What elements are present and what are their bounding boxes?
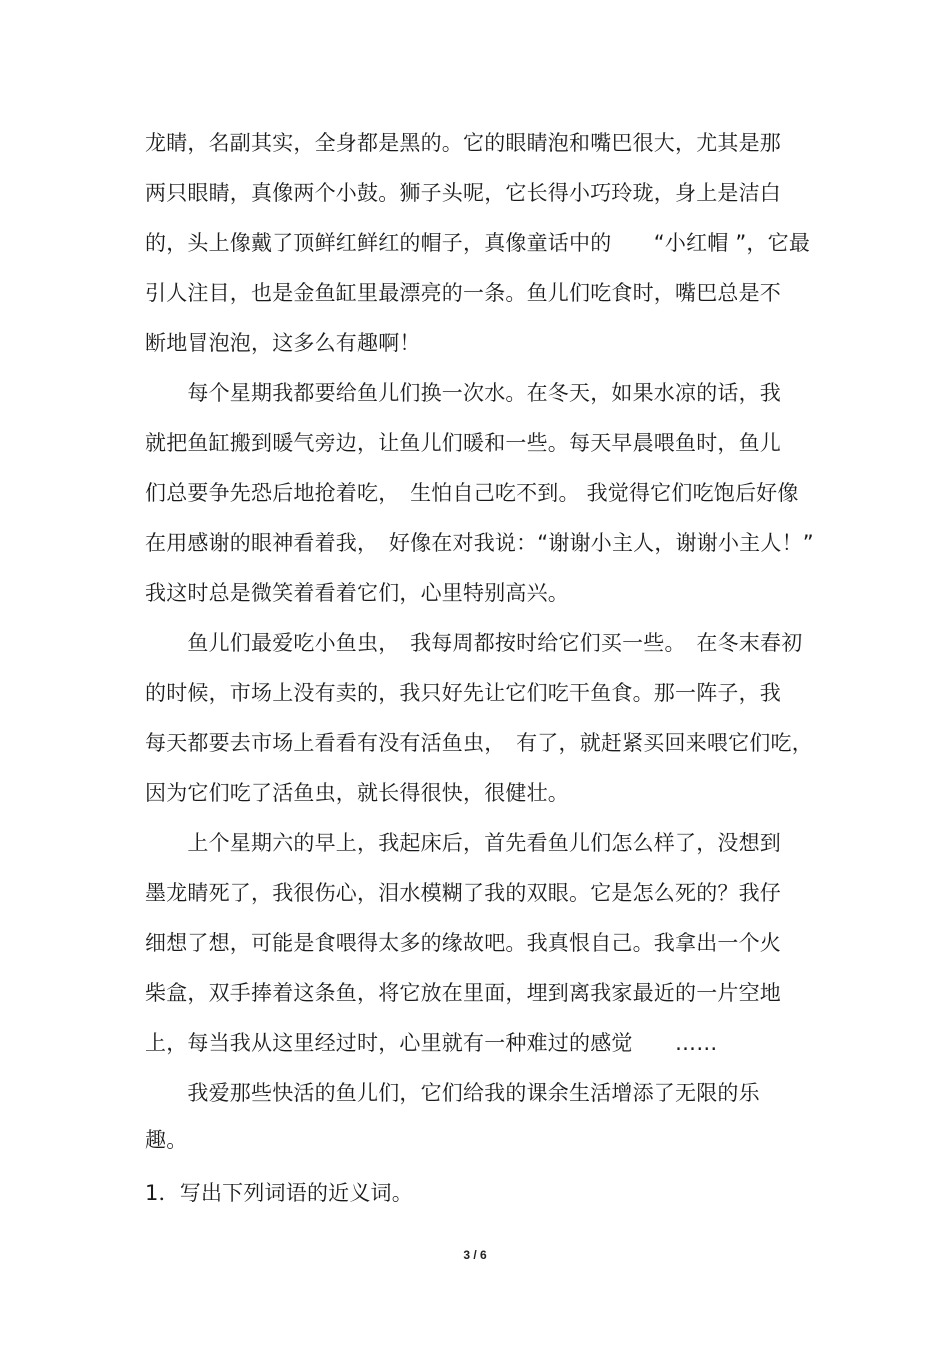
text-line-2: 两只眼睛，真像两个小鼓。狮子头呢，它长得小巧玲珑，身上是洁白 (145, 181, 781, 205)
text-line-13: 每天都要去市场上看看有没有活鱼虫， 有了，就赶紧买回来喂它们吃， (145, 731, 813, 755)
text-line-20: 我爱那些快活的鱼儿们，它们给我的课余生活增添了无限的乐 (145, 1081, 760, 1105)
text-line-3: 的，头上像戴了顶鲜红鲜红的帽子，真像童话中的 “小红帽 ”，它最 (145, 231, 811, 255)
text-line-19: 上，每当我从这里经过时，心里就有一种难过的感觉 …… (145, 1031, 718, 1055)
text-line-11: 鱼儿们最爱吃小鱼虫， 我每周都按时给它们买一些。 在冬末春初 (145, 631, 803, 655)
text-line-7: 就把鱼缸搬到暖气旁边，让鱼儿们暖和一些。每天早晨喂鱼时，鱼儿 (145, 431, 781, 455)
text-line-5: 断地冒泡泡，这多么有趣啊！ (145, 331, 421, 355)
text-line-21: 趣。 (145, 1128, 188, 1152)
text-line-1: 龙睛，名副其实，全身都是黑的。它的眼睛泡和嘴巴很大，尤其是那 (145, 131, 781, 155)
text-line-12: 的时候，市场上没有卖的，我只好先让它们吃干鱼食。那一阵子，我 (145, 681, 781, 705)
text-line-17: 细想了想，可能是食喂得太多的缘故吧。我真恨自己。我拿出一个火 (145, 931, 781, 955)
text-line-6: 每个星期我都要给鱼儿们换一次水。在冬天，如果水凉的话，我 (145, 381, 781, 405)
text-line-14: 因为它们吃了活鱼虫，就长得很快，很健壮。 (145, 781, 569, 805)
text-line-10: 我这时总是微笑着看着它们，心里特别高兴。 (145, 581, 569, 605)
question-1: 1．写出下列词语的近义词。 (145, 1181, 413, 1205)
page-number: 3 / 6 (463, 1248, 487, 1262)
text-line-4: 引人注目，也是金鱼缸里最漂亮的一条。鱼儿们吃食时，嘴巴总是不 (145, 281, 781, 305)
text-line-18: 柴盒，双手捧着这条鱼，将它放在里面，埋到离我家最近的一片空地 (145, 981, 781, 1005)
text-line-8: 们总要争先恐后地抢着吃， 生怕自己吃不到。 我觉得它们吃饱后好像 (145, 481, 799, 505)
text-line-15: 上个星期六的早上，我起床后，首先看鱼儿们怎么样了，没想到 (145, 831, 781, 855)
text-line-9: 在用感谢的眼神看着我， 好像在对我说：“谢谢小主人，谢谢小主人！” (145, 531, 814, 555)
text-line-16: 墨龙睛死了，我很伤心，泪水模糊了我的双眼。它是怎么死的？我仔 (145, 881, 781, 905)
